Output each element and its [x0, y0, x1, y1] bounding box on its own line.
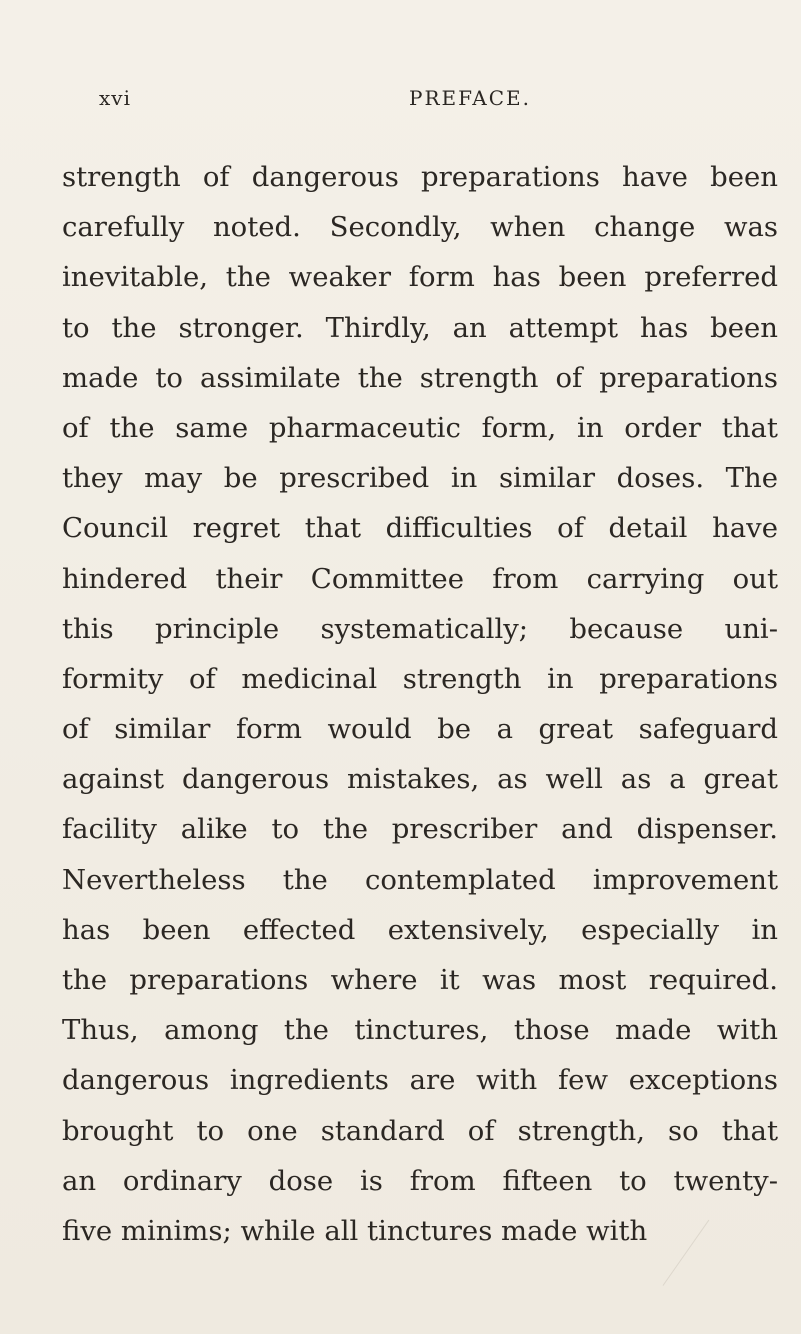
- text-line: of similar form would be a great safeguard: [62, 713, 778, 746]
- text-line: against dangerous mistakes, as well as a great: [62, 763, 778, 796]
- text-line: five minims; while all tinctures made with: [62, 1214, 648, 1247]
- text-line: made to assimilate the strength of preparations: [62, 361, 778, 394]
- text-line: to the stronger. Thirdly, an attempt has been: [62, 311, 778, 344]
- text-line: hindered their Committee from carrying out: [62, 562, 778, 595]
- text-line: Council regret that difficulties of detail have: [62, 512, 778, 545]
- running-head: PREFACE.: [409, 86, 531, 110]
- text-line: an ordinary dose is from fifteen to twenty-: [62, 1164, 778, 1197]
- page-number: xvi: [99, 86, 131, 110]
- text-line: of the same pharmaceutic form, in order that: [62, 411, 778, 444]
- text-line: Nevertheless the contemplated improvement: [62, 863, 778, 896]
- text-line: carefully noted. Secondly, when change was: [62, 211, 778, 244]
- text-line: Thus, among the tinctures, those made with: [62, 1014, 778, 1047]
- text-line: brought to one standard of strength, so that: [62, 1114, 778, 1147]
- text-line: inevitable, the weaker form has been preferred: [62, 261, 778, 294]
- page-header: [99, 86, 659, 120]
- body-text: [62, 152, 778, 1256]
- text-line: strength of dangerous preparations have been: [62, 161, 778, 193]
- text-line: the preparations where it was most required.: [62, 964, 778, 996]
- text-line: dangerous ingredients are with few exceptions: [62, 1064, 778, 1097]
- text-line: this principle systematically; because uni-: [62, 612, 778, 645]
- text-line: facility alike to the prescriber and dispenser.: [62, 813, 778, 846]
- text-line: formity of medicinal strength in preparations: [62, 662, 778, 695]
- text-line: has been effected extensively, especially in: [62, 913, 778, 946]
- text-line: they may be prescribed in similar doses. The: [62, 462, 778, 495]
